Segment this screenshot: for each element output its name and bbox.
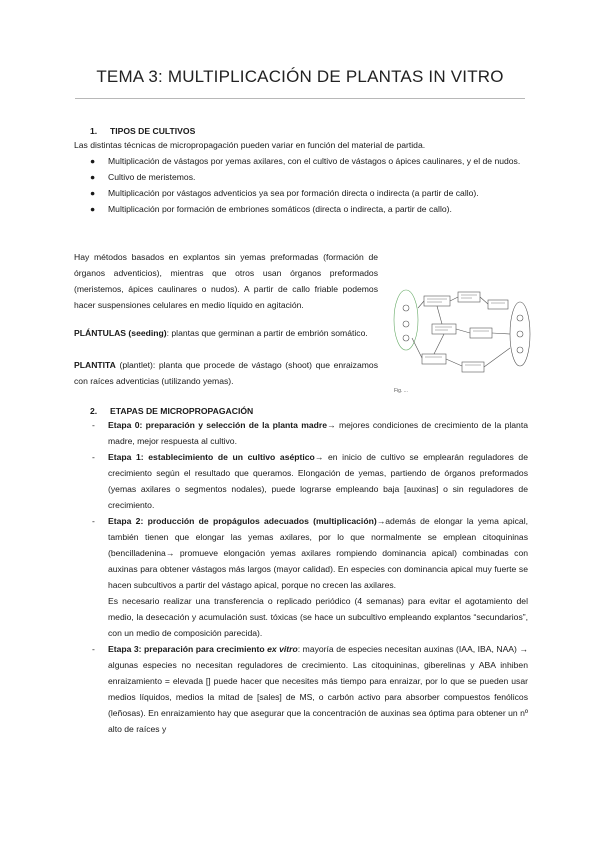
list-item: ● Multiplicación de vástagos por yemas axilares, con el cultivo de vástagos o ápices caulinares, y el de nudos. [90,153,530,169]
section-number: 2. [90,406,98,416]
list-item: ● Cultivo de meristemos. [90,169,530,185]
section-title: ETAPAS DE MICROPROPAGACIÓN [110,406,254,416]
plantulas-definition: PLÁNTULAS (seeding): plantas que germinan a partir de embrión somático. [74,328,368,338]
micropropagation-diagram [392,278,532,396]
stage-label: Etapa 3: preparación para crecimiento ex vitro [108,644,298,654]
stage-2-note: Es necesario realizar una transferencia o replicado periódico (4 semanas) para evitar el agotamiento del medio, la desecación y acumulación sust. tóxicas (se hace un subcultivo empleando explantos “secundarios”, con un medio de composición parecida). [108,596,528,638]
bullet-icon: ● [90,188,96,198]
section-2-heading [90,406,253,416]
stages-list [92,417,528,737]
stage-3: - Etapa 3: preparación para crecimiento ex vitro: mayoría de especies necesitan auxinas (IAA, IBA, NAA) → algunas especies no necesitan reguladores de crecimiento. Las citoquininas, giberelinas y ABA inhiben enraizamiento = elevada [] puede hacer que necesites más tiempo para enraizar, por lo que se pueden usar medios líquidos, medios la mitad de [sales] de MS, o carbón activo para absorber compuestos fenólicos (leñosas). En enraizamiento hay que asegurar que la concentración de auxinas sea óptima para obtener un nº alto de raíces y [92,644,528,734]
stage-0: - Etapa 0: preparación y selección de la planta madre→ mejores condiciones de crecimiento de la planta madre, mejor respuesta al cultivo. [92,420,528,446]
bullet-icon: ● [90,172,96,182]
stage-2: - Etapa 2: producción de propágulos adecuados (multiplicación)→además de elongar la yema apical, también tienen que elongar las yemas axilares, por lo que normalmente se emplean citoquininas (bencilladenina→ promueve elongación yemas axilares rompiendo dominancia apical) combinadas con auxinas para obtener vástagos más largos (mayor calidad). En especies con dominancia apical muy fuerte se hacen subcultivos a partir del vástago apical, porque no crecen las axilares. Es necesario realizar una transferencia o replicado periódico (4 semanas) para evitar el agotamiento del medio, la desecación y acumulación sust. tóxicas (se hace un subcultivo empleando explantos “secundarios”, con un medio de composición parecida). [92,513,528,641]
term-plantulas: PLÁNTULAS (seeding) [74,328,167,338]
title-divider [75,98,525,99]
stage-label: Etapa 0: preparación y selección de la planta madre [108,420,328,430]
list-item: ● Multiplicación por vástagos adventicios ya sea por formación directa o indirecta (a partir de callo). [90,185,530,201]
stage-label: Etapa 2: producción de propágulos adecuados (multiplicación) [108,516,377,526]
section-title: TIPOS DE CULTIVOS [110,126,196,136]
section-number: 1. [90,126,98,136]
section-1-heading [90,126,195,136]
page-title: TEMA 3: MULTIPLICACIÓN DE PLANTAS IN VITRO [96,67,504,86]
bullet-icon: ● [90,156,96,166]
culture-types-list [90,153,530,217]
section-1-intro: Las distintas técnicas de micropropagación pueden variar en función del material de partida. [74,140,426,150]
stage-label: Etapa 1: establecimiento de un cultivo aséptico [108,452,315,462]
methods-paragraph: Hay métodos basados en explantos sin yemas preformadas (formación de órganos adventicios), mientras que otros usan órganos preformados (meristemos, ápices caulinares o nudos). A partir de callo friable podemos hacer suspensiones celulares en medio líquido en agitación. [74,252,378,310]
plantita-definition: PLANTITA (plantlet): planta que procede de vástago (shoot) que enraizamos con raíces adventicias (utilizando yemas). [74,360,378,386]
bullet-icon: ● [90,204,96,214]
term-plantita: PLANTITA [74,360,116,370]
figure-caption: Fig. ... [394,388,408,394]
stage-1: - Etapa 1: establecimiento de un cultivo aséptico→ en inicio de cultivo se emplearán reguladores de crecimiento según el resultado que queramos. Elongación de yemas, partiendo de órganos preformados (yemas axilares o segmentos nodales), puede lograrse empleando baja [auxinas] o sin reguladores de crecimiento. [92,452,528,510]
list-item: ● Multiplicación por formación de embriones somáticos (directa o indirecta, a partir de callo). [90,201,530,217]
